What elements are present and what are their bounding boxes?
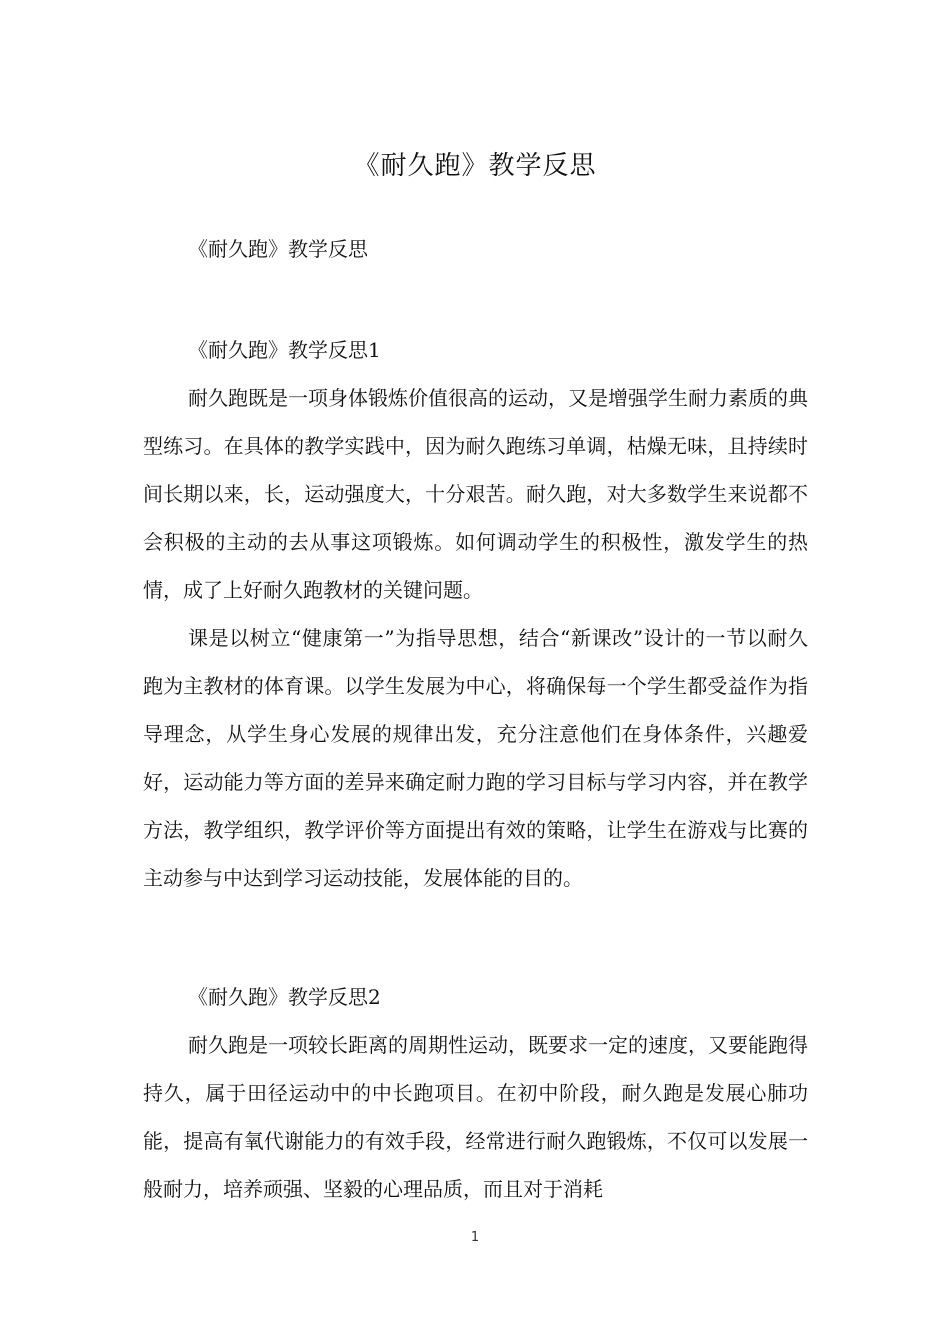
section-1-heading: 《耐久跑》教学反思1 <box>188 338 381 362</box>
section-1-paragraph-1: 耐久跑既是一项身体锻炼价值很高的运动，又是增强学生耐力素质的典型练习。在具体的教学实践中，因为耐久跑练习单调，枯燥无味，且持续时间长期以来，长，运动强度大，十分艰苦。耐久跑，对大多数学生来说都不会积极的主动的去从事这项锻炼。如何调动学生的积极性，激发学生的热情，成了上好耐久跑教材的关键问题。 <box>143 386 808 602</box>
section-1-paragraph-2: 课是以树立“健康第一”为指导思想，结合“新课改”设计的一节以耐久跑为主教材的体育课。以学生发展为中心，将确保每一个学生都受益作为指导理念，从学生身心发展的规律出发，充分注意他们在身体条件，兴趣爱好，运动能力等方面的差异来确定耐力跑的学习目标与学习内容，并在教学方法，教学组织，教学评价等方面提出有效的策略，让学生在游戏与比赛的主动参与中达到学习运动技能，发展体能的目的。 <box>143 626 808 890</box>
section-2-paragraph-1: 耐久跑是一项较长距离的周期性运动，既要求一定的速度，又要能跑得持久，属于田径运动中的中长跑项目。在初中阶段，耐久跑是发展心肺功能，提高有氧代谢能力的有效手段，经常进行耐久跑锻炼，不仅可以发展一般耐力，培养顽强、坚毅的心理品质，而且对于消耗 <box>143 1033 808 1201</box>
section-2-heading: 《耐久跑》教学反思2 <box>188 985 381 1009</box>
page-number: 1 <box>470 1230 480 1245</box>
document-title: 《耐久跑》教学反思 <box>353 151 597 181</box>
document-subtitle: 《耐久跑》教学反思 <box>188 237 368 261</box>
